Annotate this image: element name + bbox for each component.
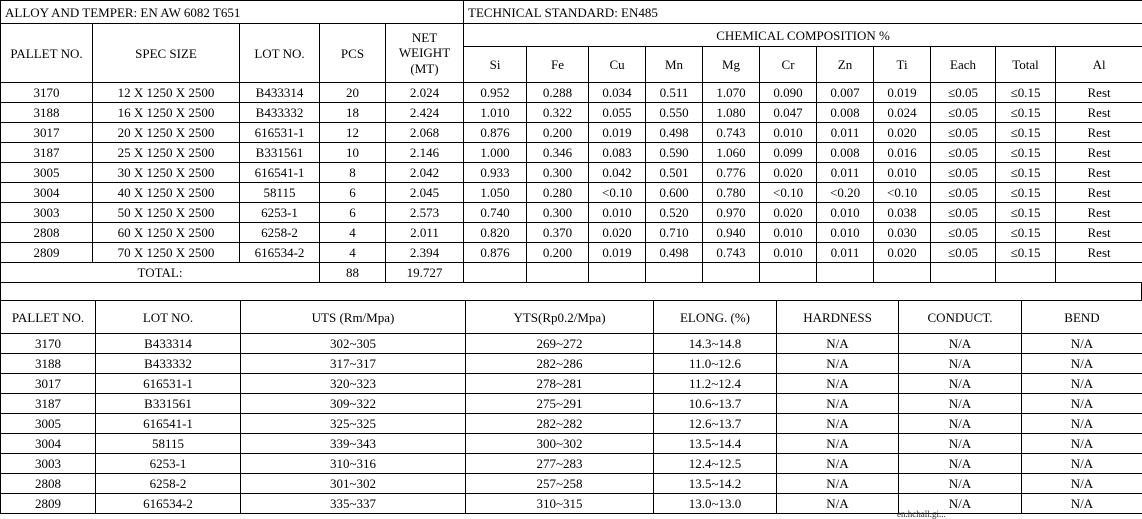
mechanical-cell: N/A (777, 434, 899, 454)
composition-cell: 12 (320, 123, 386, 143)
composition-cell: <0.10 (874, 183, 931, 203)
mechanical-cell: N/A (1022, 334, 1142, 354)
mechanical-cell: N/A (1022, 414, 1142, 434)
composition-row (1, 183, 1142, 203)
mechanical-cell: 14.3~14.8 (654, 334, 777, 354)
mechanical-cell: 269~272 (466, 334, 654, 354)
composition-cell: ≤0.05 (931, 183, 996, 203)
mechanical-cell: 616531-1 (96, 374, 241, 394)
composition-cell: 0.011 (817, 243, 874, 263)
mechanical-cell: N/A (1022, 374, 1142, 394)
composition-cell: 0.370 (527, 223, 589, 243)
composition-cell: 0.011 (817, 163, 874, 183)
composition-cell: ≤0.15 (996, 243, 1056, 263)
composition-cell: 70 X 1250 X 2500 (93, 243, 240, 263)
composition-cell: 0.047 (760, 103, 817, 123)
composition-cell: 0.042 (589, 163, 646, 183)
mechanical-cell: 3170 (1, 334, 96, 354)
composition-cell: Rest (1056, 183, 1142, 203)
mechanical-header-cell: YTS(Rp0.2/Mpa) (466, 301, 654, 334)
composition-row (1, 103, 1142, 123)
composition-row (1, 163, 1142, 183)
empty-cell (874, 263, 931, 283)
mechanical-cell: 3005 (1, 414, 96, 434)
composition-cell: Rest (1056, 223, 1142, 243)
composition-cell: ≤0.05 (931, 223, 996, 243)
composition-cell: <0.10 (589, 183, 646, 203)
composition-cell: ≤0.05 (931, 243, 996, 263)
composition-cell: 1.060 (703, 143, 760, 163)
mechanical-cell: N/A (777, 354, 899, 374)
mechanical-cell: N/A (1022, 474, 1142, 494)
composition-cell: Rest (1056, 103, 1142, 123)
mechanical-cell: 6258-2 (96, 474, 241, 494)
mechanical-row (1, 334, 1142, 354)
mechanical-cell: 282~282 (466, 414, 654, 434)
mechanical-cell: B331561 (96, 394, 241, 414)
composition-cell: 616541-1 (240, 163, 320, 183)
composition-cell: 0.820 (464, 223, 527, 243)
composition-cell: 3017 (1, 123, 93, 143)
composition-cell: 0.743 (703, 243, 760, 263)
composition-cell: 8 (320, 163, 386, 183)
mechanical-cell: 2808 (1, 474, 96, 494)
composition-cell: 0.055 (589, 103, 646, 123)
empty-cell (646, 263, 703, 283)
composition-cell: 1.050 (464, 183, 527, 203)
mechanical-cell: 2809 (1, 494, 96, 514)
mechanical-cell: 11.2~12.4 (654, 374, 777, 394)
mechanical-header-cell: PALLET NO. (1, 301, 96, 334)
composition-cell: 3170 (1, 83, 93, 103)
total-pcs: 88 (320, 263, 386, 283)
composition-cell: 10 (320, 143, 386, 163)
composition-cell: 0.010 (874, 163, 931, 183)
composition-cell: 0.024 (874, 103, 931, 123)
composition-cell: 0.007 (817, 83, 874, 103)
composition-cell: 30 X 1250 X 2500 (93, 163, 240, 183)
composition-cell: 20 X 1250 X 2500 (93, 123, 240, 143)
header-row (1, 24, 1142, 47)
element-header-cu: Cu (589, 47, 646, 83)
composition-cell: 18 (320, 103, 386, 123)
composition-cell: ≤0.15 (996, 143, 1056, 163)
composition-cell: 0.288 (527, 83, 589, 103)
composition-cell: B433314 (240, 83, 320, 103)
composition-cell: 0.876 (464, 243, 527, 263)
composition-cell: 0.099 (760, 143, 817, 163)
element-header-total: Total (996, 47, 1056, 83)
composition-cell: B331561 (240, 143, 320, 163)
mechanical-cell: 13.0~13.0 (654, 494, 777, 514)
composition-cell: 4 (320, 223, 386, 243)
composition-cell: 25 X 1250 X 2500 (93, 143, 240, 163)
composition-cell: 0.010 (817, 223, 874, 243)
composition-cell: 3005 (1, 163, 93, 183)
composition-cell: 1.010 (464, 103, 527, 123)
mechanical-cell: 275~291 (466, 394, 654, 414)
mechanical-cell: 11.0~12.6 (654, 354, 777, 374)
mechanical-cell: 278~281 (466, 374, 654, 394)
composition-cell: 0.038 (874, 203, 931, 223)
composition-cell: Rest (1056, 203, 1142, 223)
composition-cell: 0.020 (760, 203, 817, 223)
mechanical-cell: 325~325 (241, 414, 466, 434)
mechanical-cell: N/A (777, 334, 899, 354)
composition-cell: 1.070 (703, 83, 760, 103)
composition-cell: 0.010 (760, 123, 817, 143)
composition-cell: 2.011 (386, 223, 464, 243)
empty-cell (527, 263, 589, 283)
composition-cell: 0.011 (817, 123, 874, 143)
mechanical-cell: 616541-1 (96, 414, 241, 434)
col-pcs-header: PCS (320, 24, 386, 83)
mechanical-cell: 12.4~12.5 (654, 454, 777, 474)
empty-cell (760, 263, 817, 283)
composition-cell: 0.300 (527, 163, 589, 183)
composition-cell: 0.970 (703, 203, 760, 223)
footnote: en.hchall.gi... (897, 509, 946, 519)
composition-cell: ≤0.15 (996, 183, 1056, 203)
mechanical-cell: 282~286 (466, 354, 654, 374)
composition-cell: Rest (1056, 143, 1142, 163)
mechanical-cell: 300~302 (466, 434, 654, 454)
composition-cell: 0.280 (527, 183, 589, 203)
composition-cell: 0.200 (527, 123, 589, 143)
composition-cell: 6253-1 (240, 203, 320, 223)
composition-cell: B433332 (240, 103, 320, 123)
mechanical-cell: 310~315 (466, 494, 654, 514)
mechanical-header-cell: UTS (Rm/Mpa) (241, 301, 466, 334)
mechanical-row (1, 454, 1142, 474)
element-header-mn: Mn (646, 47, 703, 83)
composition-cell: 50 X 1250 X 2500 (93, 203, 240, 223)
total-label: TOTAL: (1, 263, 320, 283)
composition-row (1, 143, 1142, 163)
mechanical-cell: N/A (777, 414, 899, 434)
composition-cell: ≤0.15 (996, 83, 1056, 103)
composition-cell: 0.010 (760, 223, 817, 243)
mechanical-cell: 309~322 (241, 394, 466, 414)
mechanical-header-cell: HARDNESS (777, 301, 899, 334)
mechanical-cell: N/A (777, 494, 899, 514)
composition-cell: 60 X 1250 X 2500 (93, 223, 240, 243)
col-lot-header: LOT NO. (240, 24, 320, 83)
mechanical-cell: 277~283 (466, 454, 654, 474)
composition-row (1, 203, 1142, 223)
composition-cell: ≤0.15 (996, 123, 1056, 143)
mechanical-cell: 3017 (1, 374, 96, 394)
empty-cell (589, 263, 646, 283)
title-row (1, 1, 1142, 24)
composition-cell: 2.573 (386, 203, 464, 223)
mechanical-cell: N/A (777, 394, 899, 414)
composition-cell: ≤0.05 (931, 103, 996, 123)
composition-cell: 20 (320, 83, 386, 103)
composition-cell: 0.034 (589, 83, 646, 103)
composition-cell: 2.042 (386, 163, 464, 183)
composition-cell: 0.740 (464, 203, 527, 223)
mechanical-cell: N/A (1022, 354, 1142, 374)
composition-cell: 0.010 (817, 203, 874, 223)
composition-cell: 2.068 (386, 123, 464, 143)
composition-cell: Rest (1056, 243, 1142, 263)
empty-cell (996, 263, 1056, 283)
composition-cell: 2.394 (386, 243, 464, 263)
mechanical-cell: 339~343 (241, 434, 466, 454)
composition-cell: 2.424 (386, 103, 464, 123)
mechanical-cell: 3003 (1, 454, 96, 474)
composition-cell: 2809 (1, 243, 93, 263)
element-header-zn: Zn (817, 47, 874, 83)
chemical-composition-header: CHEMICAL COMPOSITION % (464, 24, 1142, 47)
composition-cell: 0.876 (464, 123, 527, 143)
mechanical-header-cell: ELONG. (%) (654, 301, 777, 334)
mechanical-header-cell: BEND (1022, 301, 1142, 334)
mechanical-row (1, 494, 1142, 514)
composition-cell: 616534-2 (240, 243, 320, 263)
composition-cell: 0.346 (527, 143, 589, 163)
mechanical-row (1, 354, 1142, 374)
mechanical-header-cell: CONDUCT. (899, 301, 1022, 334)
composition-cell: 0.933 (464, 163, 527, 183)
composition-cell: 0.019 (589, 123, 646, 143)
composition-cell: 0.520 (646, 203, 703, 223)
mechanical-cell: N/A (899, 414, 1022, 434)
composition-cell: 0.030 (874, 223, 931, 243)
composition-cell: ≤0.05 (931, 83, 996, 103)
mechanical-cell: N/A (899, 454, 1022, 474)
composition-cell: 2.045 (386, 183, 464, 203)
mechanical-cell: N/A (899, 494, 1022, 514)
col-net-weight-header: NET WEIGHT (MT) (386, 24, 464, 83)
empty-cell (464, 263, 527, 283)
mechanical-cell: N/A (1022, 434, 1142, 454)
composition-cell: <0.20 (817, 183, 874, 203)
element-header-cr: Cr (760, 47, 817, 83)
section-gap (0, 283, 1142, 300)
composition-cell: 0.322 (527, 103, 589, 123)
composition-cell: 0.020 (874, 243, 931, 263)
composition-cell: 616531-1 (240, 123, 320, 143)
mechanical-row (1, 474, 1142, 494)
composition-cell: 0.511 (646, 83, 703, 103)
composition-cell: 0.550 (646, 103, 703, 123)
mechanical-cell: 13.5~14.4 (654, 434, 777, 454)
composition-cell: 0.008 (817, 143, 874, 163)
composition-cell: ≤0.15 (996, 223, 1056, 243)
element-header-ti: Ti (874, 47, 931, 83)
composition-cell: 0.498 (646, 123, 703, 143)
mechanical-cell: 58115 (96, 434, 241, 454)
composition-cell: 0.940 (703, 223, 760, 243)
composition-cell: 0.600 (646, 183, 703, 203)
mechanical-cell: 302~305 (241, 334, 466, 354)
composition-cell: 1.000 (464, 143, 527, 163)
element-header-fe: Fe (527, 47, 589, 83)
composition-cell: 0.010 (589, 203, 646, 223)
mechanical-cell: N/A (899, 474, 1022, 494)
composition-cell: 0.200 (527, 243, 589, 263)
composition-cell: 0.016 (874, 143, 931, 163)
alloy-temper-label: ALLOY AND TEMPER: EN AW 6082 T651 (1, 1, 464, 24)
mechanical-cell: N/A (1022, 454, 1142, 474)
mechanical-cell: N/A (899, 334, 1022, 354)
composition-cell: 1.080 (703, 103, 760, 123)
empty-cell (817, 263, 874, 283)
mechanical-header-row (1, 301, 1142, 334)
composition-cell: 3187 (1, 143, 93, 163)
mechanical-cell: 616534-2 (96, 494, 241, 514)
composition-cell: 0.498 (646, 243, 703, 263)
composition-cell: 0.008 (817, 103, 874, 123)
mechanical-row (1, 414, 1142, 434)
mechanical-cell: 3188 (1, 354, 96, 374)
composition-cell: 12 X 1250 X 2500 (93, 83, 240, 103)
composition-cell: 0.019 (589, 243, 646, 263)
mechanical-cell: N/A (899, 374, 1022, 394)
composition-cell: 0.776 (703, 163, 760, 183)
composition-cell: 0.020 (589, 223, 646, 243)
composition-cell: ≤0.05 (931, 143, 996, 163)
composition-cell: ≤0.05 (931, 163, 996, 183)
mechanical-cell: 3004 (1, 434, 96, 454)
composition-cell: 6258-2 (240, 223, 320, 243)
mechanical-header-cell: LOT NO. (96, 301, 241, 334)
col-spec-header: SPEC SIZE (93, 24, 240, 83)
mechanical-cell: B433332 (96, 354, 241, 374)
composition-row (1, 243, 1142, 263)
mechanical-cell: N/A (1022, 494, 1142, 514)
composition-cell: 3188 (1, 103, 93, 123)
mechanical-cell: N/A (1022, 394, 1142, 414)
mechanical-cell: 10.6~13.7 (654, 394, 777, 414)
composition-cell: 6 (320, 183, 386, 203)
mechanical-cell: 320~323 (241, 374, 466, 394)
composition-cell: 0.590 (646, 143, 703, 163)
composition-cell: 0.501 (646, 163, 703, 183)
composition-cell: 0.780 (703, 183, 760, 203)
mechanical-cell: 317~317 (241, 354, 466, 374)
mechanical-row (1, 434, 1142, 454)
empty-cell (1056, 263, 1142, 283)
element-header-si: Si (464, 47, 527, 83)
mechanical-cell: N/A (777, 454, 899, 474)
composition-cell: ≤0.05 (931, 203, 996, 223)
mechanical-cell: 6253-1 (96, 454, 241, 474)
mechanical-cell: 310~316 (241, 454, 466, 474)
composition-cell: 0.010 (760, 243, 817, 263)
element-header-each: Each (931, 47, 996, 83)
composition-cell: 3003 (1, 203, 93, 223)
mechanical-cell: N/A (899, 394, 1022, 414)
composition-cell: 40 X 1250 X 2500 (93, 183, 240, 203)
mechanical-cell: N/A (899, 354, 1022, 374)
technical-standard-label: TECHNICAL STANDARD: EN485 (464, 1, 1142, 24)
composition-cell: 0.083 (589, 143, 646, 163)
composition-cell: Rest (1056, 123, 1142, 143)
composition-cell: ≤0.05 (931, 123, 996, 143)
composition-cell: <0.10 (760, 183, 817, 203)
mechanical-cell: N/A (777, 374, 899, 394)
composition-cell: 0.710 (646, 223, 703, 243)
composition-cell: 0.090 (760, 83, 817, 103)
composition-cell: 0.743 (703, 123, 760, 143)
composition-row (1, 123, 1142, 143)
element-header-mg: Mg (703, 47, 760, 83)
composition-cell: ≤0.15 (996, 103, 1056, 123)
mechanical-cell: 3187 (1, 394, 96, 414)
composition-cell: 2808 (1, 223, 93, 243)
mechanical-cell: N/A (899, 434, 1022, 454)
composition-cell: 58115 (240, 183, 320, 203)
composition-row (1, 223, 1142, 243)
mechanical-cell: 335~337 (241, 494, 466, 514)
mechanical-cell: B433314 (96, 334, 241, 354)
composition-cell: 0.952 (464, 83, 527, 103)
empty-cell (931, 263, 996, 283)
total-weight: 19.727 (386, 263, 464, 283)
composition-cell: 0.300 (527, 203, 589, 223)
composition-row (1, 83, 1142, 103)
composition-cell: 0.020 (760, 163, 817, 183)
composition-cell: 0.019 (874, 83, 931, 103)
mechanical-table (0, 300, 1142, 514)
total-row (1, 263, 1142, 283)
composition-cell: Rest (1056, 163, 1142, 183)
col-pallet-header: PALLET NO. (1, 24, 93, 83)
mechanical-cell: 301~302 (241, 474, 466, 494)
composition-cell: 2.024 (386, 83, 464, 103)
composition-cell: 6 (320, 203, 386, 223)
element-header-al: Al (1056, 47, 1142, 83)
mechanical-row (1, 374, 1142, 394)
mechanical-cell: N/A (777, 474, 899, 494)
mechanical-cell: 257~258 (466, 474, 654, 494)
empty-cell (703, 263, 760, 283)
composition-cell: ≤0.15 (996, 203, 1056, 223)
composition-cell: 2.146 (386, 143, 464, 163)
mechanical-cell: 13.5~14.2 (654, 474, 777, 494)
composition-cell: ≤0.15 (996, 163, 1056, 183)
mechanical-row (1, 394, 1142, 414)
composition-cell: 0.020 (874, 123, 931, 143)
mechanical-cell: 12.6~13.7 (654, 414, 777, 434)
composition-cell: 3004 (1, 183, 93, 203)
composition-cell: Rest (1056, 83, 1142, 103)
composition-cell: 4 (320, 243, 386, 263)
composition-cell: 16 X 1250 X 2500 (93, 103, 240, 123)
